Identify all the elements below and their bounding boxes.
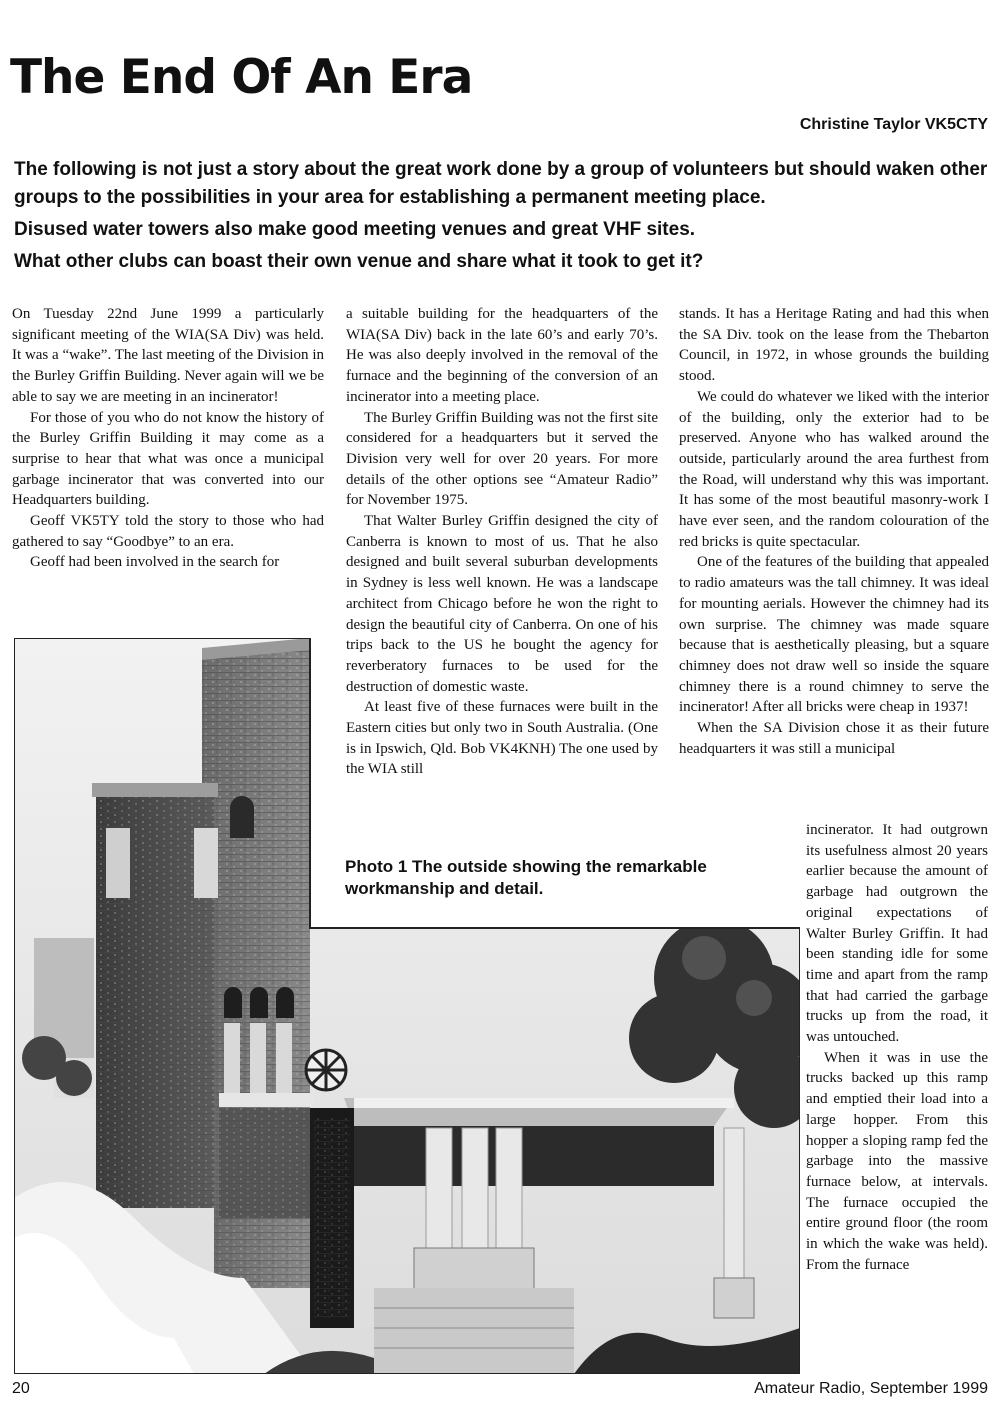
article-title: The End Of An Era (10, 50, 473, 105)
body-paragraph: incinerator. It had outgrown its usefulness almost 20 years earlier because the amount of garbage had outgrown the original expectations of Walter Burley Griffin. It had been standing idle for some time and apart from the ramp that had carried the garbage trucks up from the road, it was untouched. (806, 822, 988, 1046)
intro-standfirst (14, 156, 990, 276)
body-column-4 (806, 820, 988, 1275)
intro-paragraph: What other clubs can boast their own venue and share what it took to get it? (14, 251, 704, 272)
intro-paragraph: Disused water towers also make good meeting venues and great VHF sites. (14, 219, 696, 240)
body-paragraph: On Tuesday 22nd June 1999 a particularly significant meeting of the WIA(SA Div) was held. It was a “wake”. The last meeting of the Division in the Burley Griffin Building. Never again will we be able to say we are meeting in an incinerator! (12, 306, 324, 405)
page-number: 20 (12, 1380, 30, 1397)
body-paragraph: One of the features of the building that appealed to radio amateurs was the tall chimney. It was ideal for mounting aerials. However the chimney had its own surprise. The chimney was made square because that is aesthetically pleasing, but a square chimney does not draw well so inside the square chimney there is a round chimney to serve the incinerator! After all bricks were cheap in 1937! (679, 554, 989, 716)
magazine-issue: Amateur Radio, September 1999 (754, 1380, 988, 1397)
body-paragraph: At least five of these furnaces were built in the Eastern cities but only two in South Australia. (One is in Ipswich, Qld. Bob VK4KNH) The one used by the WIA still (346, 699, 658, 778)
photo-caption: Photo 1 The outside showing the remarkable workmanship and detail. (345, 857, 707, 898)
building-photo (14, 638, 800, 1374)
body-paragraph: When it was in use the trucks backed up this ramp and emptied their load into a large hopper. From this hopper a sloping ramp fed the garbage into the massive furnace below, at intervals. The furnace occupied the entire ground floor (the room in which the wake was held). From the furnace (806, 1049, 988, 1273)
body-column-1 (12, 304, 324, 573)
body-paragraph: For those of you who do not know the history of the Burley Griffin Building it may come as a surprise to hear that what was once a municipal garbage incinerator that was converted into our Headquarters building. (12, 409, 324, 509)
body-paragraph: That Walter Burley Griffin designed the city of Canberra is known to most of us. That he also designed and built several suburban developments in Sydney is less well known. He was a landscape architect from Chicago before he won the right to design the beautiful city of Canberra. On one of his trips back to the US he bought the agency for reverberatory furnaces to be used for the destruction of domestic waste. (346, 513, 658, 695)
body-paragraph: Geoff VK5TY told the story to those who had gathered to say “Goodbye” to an era. (12, 513, 324, 550)
author-byline: Christine Taylor VK5CTY (799, 116, 988, 133)
body-paragraph: We could do whatever we liked with the interior of the building, only the exterior had to be preserved. Anyone who has walked around the outside, particularly around the area furthest from the Road, will understand why this was important. It has some of the most beautiful masonry-work I have ever seen, and the random colouration of the red bricks is quite spectacular. (679, 388, 989, 550)
body-paragraph: The Burley Griffin Building was not the first site considered for a headquarters but it served the Division very well for over 20 years. For more details of the other options see “Amateur Radio” for November 1975. (346, 409, 658, 509)
body-paragraph: stands. It has a Heritage Rating and had this when the SA Div. took on the lease from the Thebarton Council, in 1972, in whose grounds the building stood. (679, 306, 989, 385)
body-paragraph: Geoff had been involved in the search for (30, 554, 280, 571)
body-paragraph: When the SA Division chose it as their future headquarters it was still a municipal (679, 720, 989, 757)
body-paragraph: a suitable building for the headquarters of the WIA(SA Div) back in the late 60’s and early 70’s. He was also deeply involved in the removal of the furnace and the beginning of the conversion of an incinerator into a meeting place. (346, 306, 658, 405)
intro-paragraph: The following is not just a story about the great work done by a group of volunteers but should waken other groups to the possibilities in your area for establishing a permanent meeting place. (14, 159, 988, 208)
